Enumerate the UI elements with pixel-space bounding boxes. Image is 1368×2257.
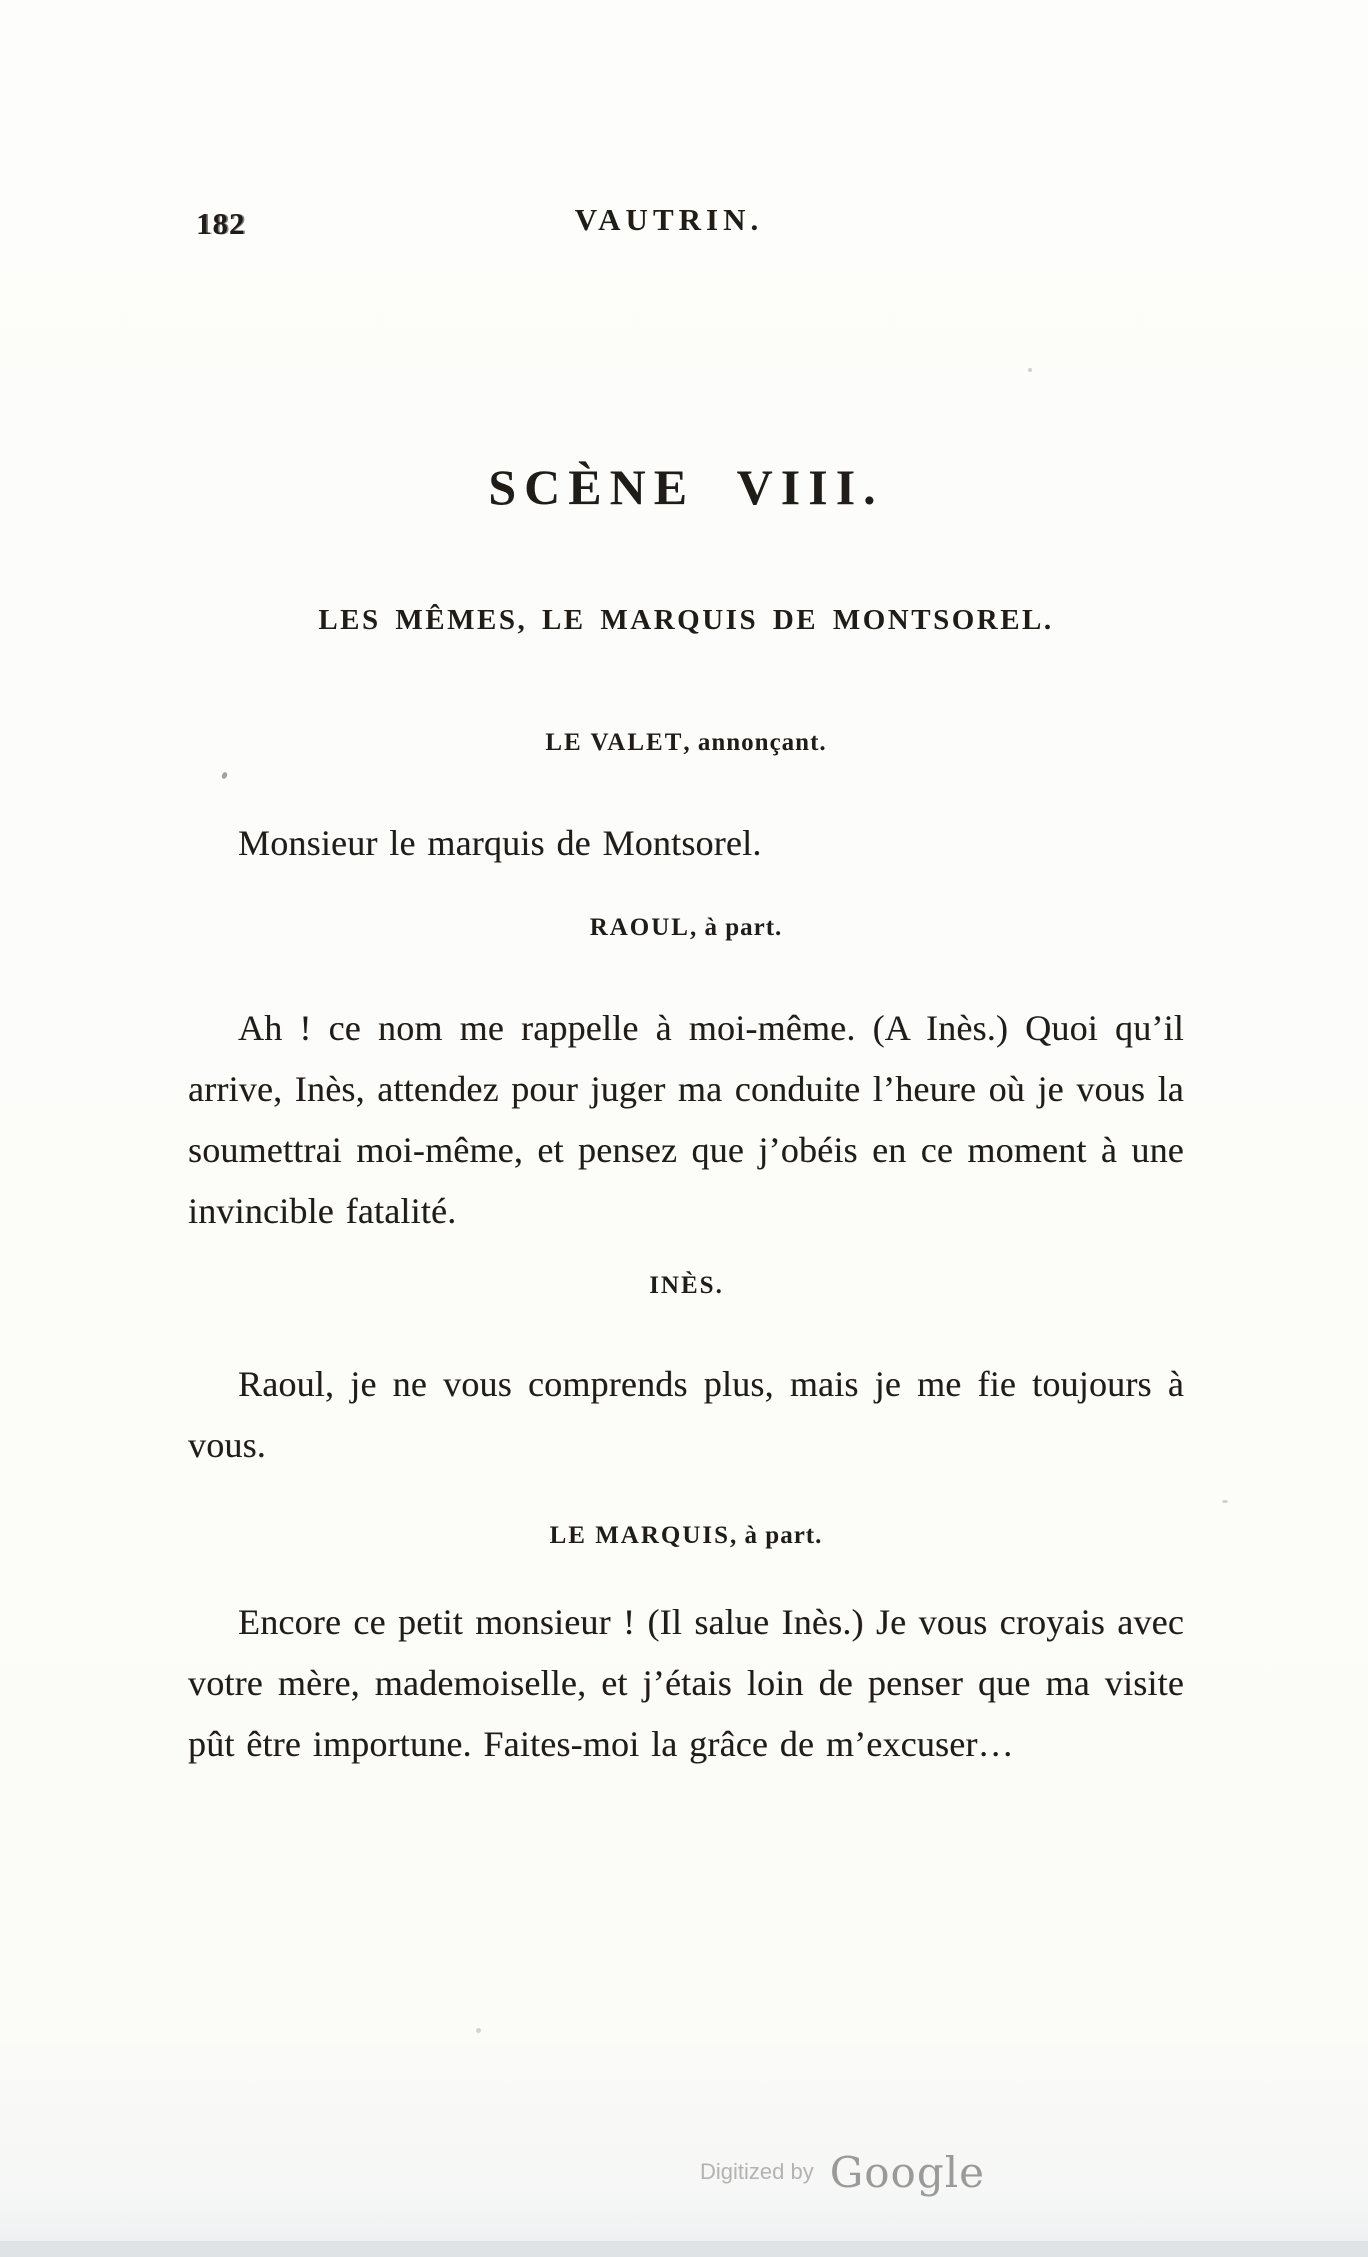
digitized-watermark xyxy=(700,2148,985,2197)
running-title: VAUTRIN. xyxy=(574,202,764,237)
scene-title: SCÈNE VIII. xyxy=(488,459,884,515)
scan-speck xyxy=(1222,1500,1228,1503)
scan-speck xyxy=(1028,368,1032,372)
dialogue-text: Encore ce petit monsieur ! (Il salue Inès.) Je vous croyais avec votre mère, mademoiselle, et j’étais loin de penser que ma visite pût être importune. Faites-moi la grâce de m’excuser… xyxy=(188,1602,1184,1764)
speech-ines xyxy=(188,1272,1184,1476)
speech-valet xyxy=(188,729,1184,874)
scan-bottom-edge xyxy=(0,2241,1368,2257)
dialogue-text: Ah ! ce nom me rappelle à moi-même. (A Inès.) Quoi qu’il arrive, Inès, attendez pour juger ma conduite l’heure où je vous la soumettrai moi-même, et pensez que j’obéis en ce moment à une invincible fatalité. xyxy=(188,1008,1184,1231)
dialogue-text: Raoul, je ne vous comprends plus, mais je me fie toujours à vous. xyxy=(188,1364,1184,1465)
page-number: 182 xyxy=(196,206,246,241)
speaker-name: LE MARQUIS xyxy=(549,1522,731,1549)
speaker-line-raoul xyxy=(188,914,1184,942)
text-column xyxy=(188,0,1184,1775)
stage-direction: . xyxy=(715,1272,723,1299)
dialogue-text: Monsieur le marquis de Montsorel. xyxy=(238,823,762,863)
digitized-by-label: Digitized by xyxy=(700,2159,814,2184)
speaker-name: INÈS xyxy=(649,1272,716,1299)
speaker-name: LE VALET xyxy=(545,729,684,756)
speech-raoul xyxy=(188,914,1184,1242)
speaker-line-valet xyxy=(188,729,1184,757)
speech-marquis xyxy=(188,1522,1184,1775)
stage-direction: , à part. xyxy=(730,1522,823,1549)
speaker-name: RAOUL xyxy=(589,914,690,941)
scan-speck xyxy=(476,2028,481,2033)
scene-characters-line: LES MÊMES, LE MARQUIS DE MONTSOREL. xyxy=(318,604,1054,636)
speaker-line-ines xyxy=(188,1272,1184,1300)
stage-direction: , annonçant. xyxy=(683,729,827,756)
stage-direction: , à part. xyxy=(689,914,783,941)
speaker-line-marquis xyxy=(188,1522,1184,1550)
google-logo: Google xyxy=(829,2148,986,2197)
